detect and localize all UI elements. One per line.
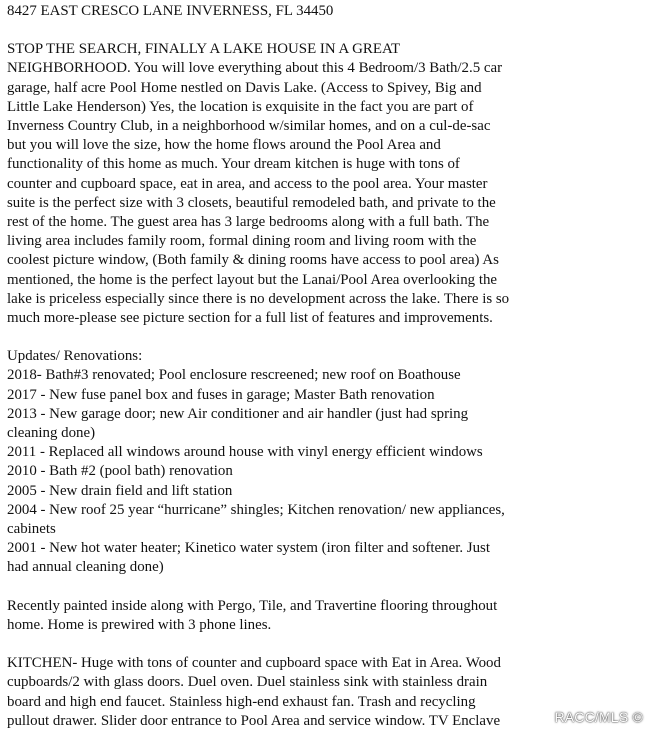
kitchen-line: cupboards/2 with glass doors. Duel oven. Duel stainless sink with stainless drain: [7, 674, 488, 691]
painted-paragraph: [7, 597, 647, 635]
description-line: living area includes family room, formal dining room and living room with the: [7, 233, 477, 250]
update-item: 2018- Bath#3 renovated; Pool enclosure rescreened; new roof on Boathouse: [7, 367, 461, 384]
update-item: 2017 - New fuse panel box and fuses in garage; Master Bath renovation: [7, 386, 435, 403]
kitchen-line: board and high end faucet. Stainless high-end exhaust fan. Trash and recycling: [7, 693, 476, 710]
listing-document: [7, 2, 647, 750]
description-line: rest of the home. The guest area has 3 large bedrooms along with a full bath. The: [7, 214, 490, 231]
update-item: 2005 - New drain field and lift station: [7, 482, 233, 499]
description-line: NEIGHBORHOOD. You will love everything about this 4 Bedroom/3 Bath/2.5 car: [7, 60, 503, 77]
description-line: functionality of this home as much. Your dream kitchen is huge with tons of: [7, 156, 460, 173]
mls-watermark: RACC/MLS ©: [554, 709, 643, 725]
description-paragraph: [7, 40, 647, 328]
update-item: 2013 - New garage door; new Air conditioner and air handler (just had spring cleaning done): [7, 405, 469, 442]
update-item: 2010 - Bath #2 (pool bath) renovation: [7, 463, 233, 480]
painted-line: Recently painted inside along with Pergo, Tile, and Travertine flooring throughout: [7, 597, 498, 614]
kitchen-line: pullout drawer. Slider door entrance to Pool Area and service window. TV Enclave: [7, 712, 501, 729]
kitchen-paragraph: [7, 654, 647, 731]
painted-line: home. Home is prewired with 3 phone lines.: [7, 616, 272, 633]
update-item: 2004 - New roof 25 year “hurricane” shingles; Kitchen renovation/ new appliances, cabinets: [7, 501, 505, 538]
updates-section: [7, 347, 647, 577]
description-line: much more-please see picture section for a full list of features and improvements.: [7, 310, 493, 327]
updates-heading: Updates/ Renovations:: [7, 348, 143, 365]
update-item: 2011 - Replaced all windows around house with vinyl energy efficient windows: [7, 444, 483, 461]
description-line: counter and cupboard space, eat in area, and access to the pool area. Your master: [7, 175, 488, 192]
property-address: 8427 EAST CRESCO LANE INVERNESS, FL 34450: [7, 3, 334, 19]
description-line: coolest picture window, (Both family & dining rooms have access to pool area) As: [7, 252, 499, 269]
update-item: 2001 - New hot water heater; Kinetico water system (iron filter and softener. Just had annual cleaning done): [7, 540, 490, 576]
description-line: Little Lake Henderson) Yes, the location is exquisite in the fact you are part of: [7, 98, 474, 115]
kitchen-line: KITCHEN- Huge with tons of counter and cupboard space with Eat in Area. Wood: [7, 655, 501, 672]
description-line: garage, half acre Pool Home nestled on Davis Lake. (Access to Spivey, Big and: [7, 79, 482, 96]
description-line: mentioned, the home is the perfect layout but the Lanai/Pool Area overlooking the: [7, 271, 498, 288]
description-line: STOP THE SEARCH, FINALLY A LAKE HOUSE IN A GREAT: [7, 41, 401, 58]
description-line: lake is priceless especially since there is no development across the lake. There is so: [7, 290, 510, 307]
description-line: suite is the perfect size with 3 closets, beautiful remodeled bath, and private to the: [7, 194, 496, 211]
description-line: but you will love the size, how the home flows around the Pool Area and: [7, 137, 441, 154]
description-line: Inverness Country Club, in a neighborhood w/similar homes, and on a cul-de-sac: [7, 118, 491, 135]
